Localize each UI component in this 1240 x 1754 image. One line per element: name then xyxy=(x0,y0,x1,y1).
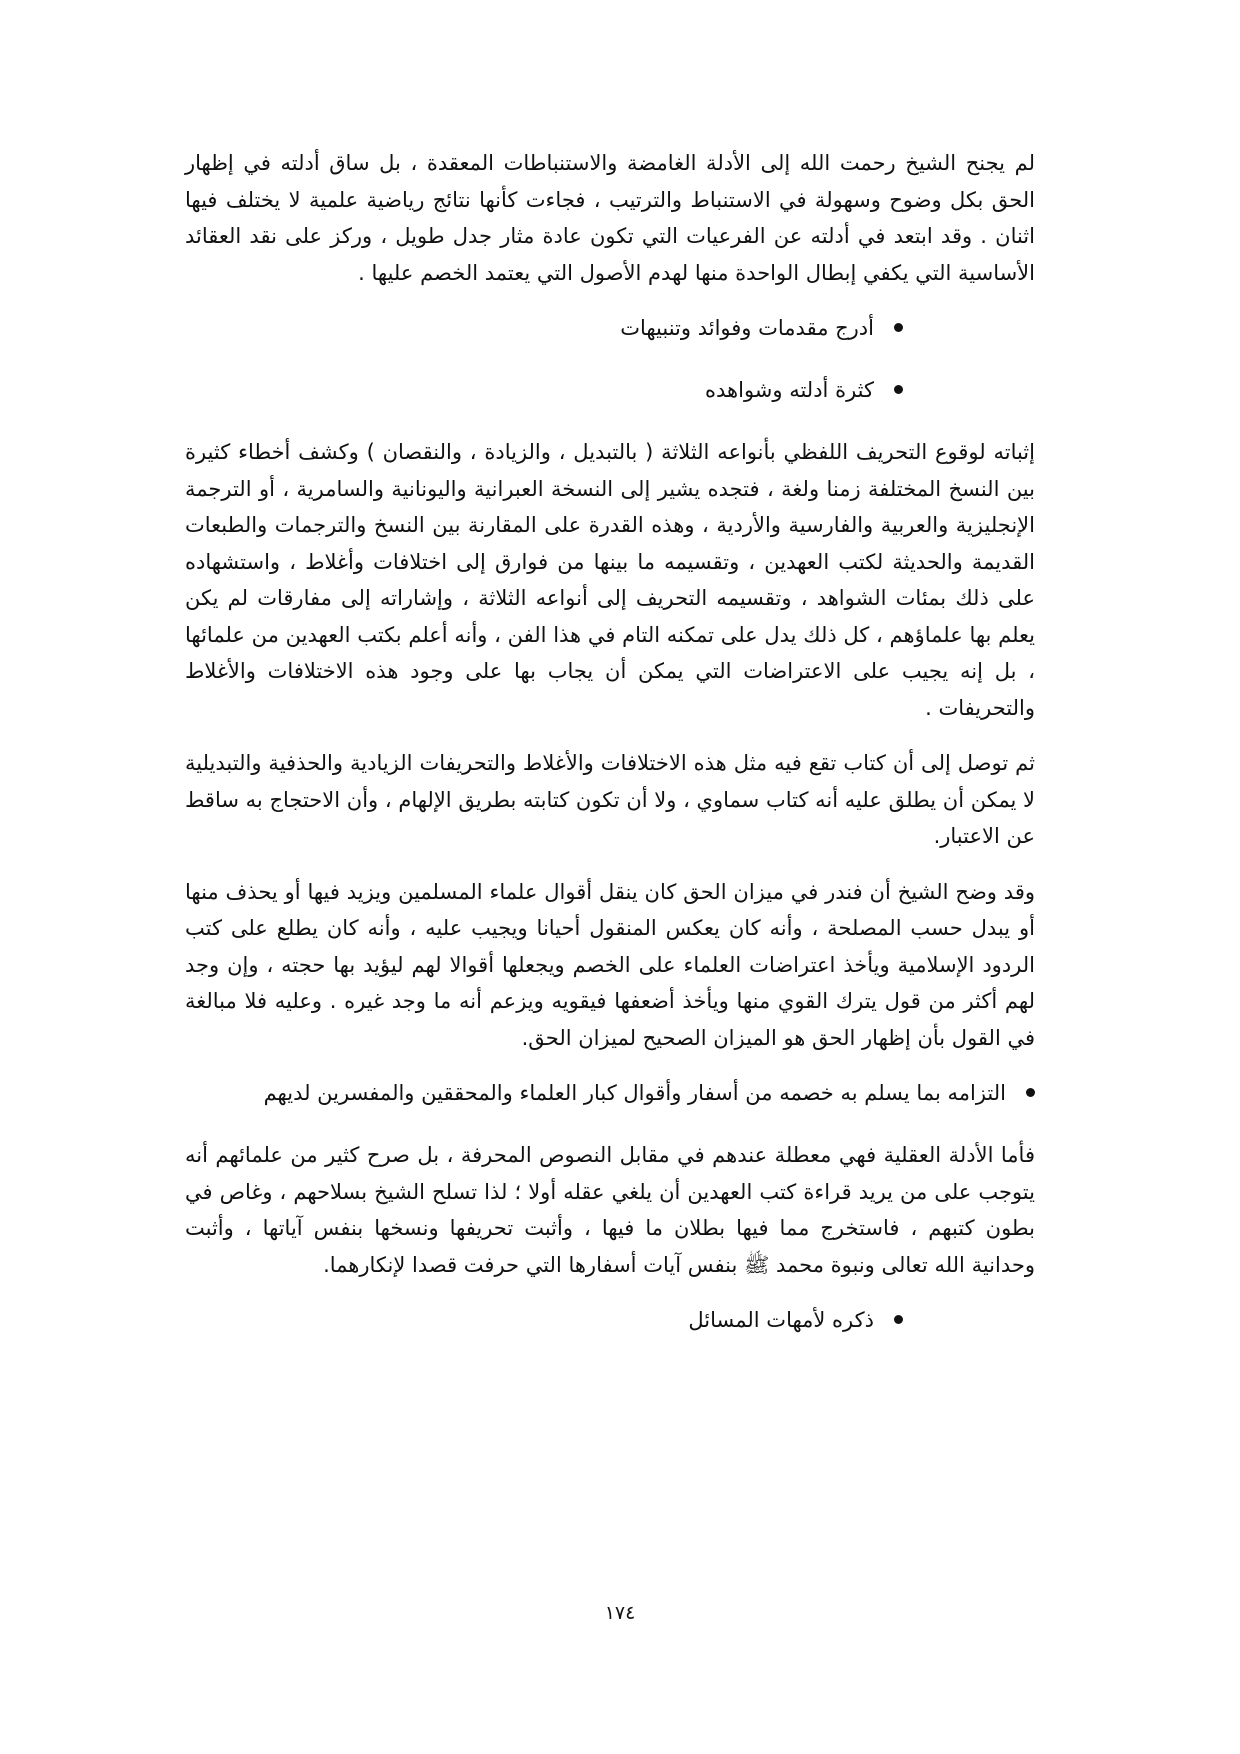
paragraph-pfander: وقد وضح الشيخ أن فندر في ميزان الحق كان ينقل أقوال علماء المسلمين ويزيد فيها أو يحذف منها أو يبدل حسب المصلحة ، وأنه كان يعكس المنقول أحيانا ويجيب عليه ، وأنه كان يطلع على كتب الردود الإسلامية ويأخذ اعتراضات العلماء على الخصم ويجعلها أقوالا لهم ليؤيد بها حجته ، وإن وجد لهم أكثر من قول يترك القوي منها ويأخذ أضعفها فيقويه ويزعم أنه ما وجد غيره . وعليه فلا مبالغة في القول بأن إظهار الحق هو الميزان الصحيح لميزان الحق. xyxy=(185,879,1035,1050)
bullet-item xyxy=(185,1075,1035,1111)
bullet-text: أدرج مقدمات وفوائد وتنبيهات xyxy=(620,316,874,340)
bullet-dot-icon xyxy=(894,1315,903,1324)
bullet-list-2 xyxy=(185,1075,1035,1111)
page-number: ١٧٤ xyxy=(604,1602,636,1624)
bullet-item xyxy=(185,372,903,408)
paragraph-conclusion: ثم توصل إلى أن كتاب تقع فيه مثل هذه الاختلافات والأغلاط والتحريفات الزيادية والحذفية والتبديلية لا يمكن أن يطلق عليه أنه كتاب سماوي ، ولا أن تكون كتابته بطريق الإلهام ، وأن الاحتجاج به ساقط عن الاعتبار. xyxy=(185,751,1035,848)
bullet-text: التزامه بما يسلم به خصمه من أسفار وأقوال كبار العلماء والمحققين والمفسرين لديهم xyxy=(263,1081,1006,1105)
bullet-dot-icon xyxy=(894,385,903,394)
page-content xyxy=(185,145,1035,1364)
bullet-dot-icon xyxy=(1026,1088,1035,1097)
paragraph-intro: لم يجنح الشيخ رحمت الله إلى الأدلة الغامضة والاستنباطات المعقدة ، بل ساق أدلته في إظهار الحق بكل وضوح وسهولة في الاستنباط والترتيب ، فجاءت كأنها نتائج رياضية علمية لا يختلف فيها اثنان . وقد ابتعد في أدلته عن الفرعيات التي تكون عادة مثار جدل طويل ، وركز على نقد العقائد الأساسية التي يكفي إبطال الواحدة منها لهدم الأصول التي يعتمد الخصم عليها . xyxy=(185,151,1035,285)
bullet-text: كثرة أدلته وشواهده xyxy=(705,378,874,402)
bullet-dot-icon xyxy=(894,323,903,332)
paragraph-rational-evidence: فأما الأدلة العقلية فهي معطلة عندهم في مقابل النصوص المحرفة ، بل صرح كثير من علمائهم أنه يتوجب على من يريد قراءة كتب العهدين أن يلغي عقله أولا ؛ لذا تسلح الشيخ بسلاحهم ، وغاص في بطون كتبهم ، فاستخرج مما فيها بطلان ما فيها ، وأثبت تحريفها ونسخها بنفس آياتها ، وأثبت وحدانية الله تعالى ونبوة محمد ﷺ بنفس آيات أسفارها التي حرفت قصدا لإنكارهما. xyxy=(185,1143,1035,1277)
bullet-list-3 xyxy=(185,1302,1035,1338)
bullet-list-1 xyxy=(185,310,1035,408)
paragraph-distortion: إثباته لوقوع التحريف اللفظي بأنواعه الثلاثة ( بالتبديل ، والزيادة ، والنقصان ) وكشف أخطاء كثيرة بين النسخ المختلفة زمنا ولغة ، فتجده يشير إلى النسخة العبرانية واليونانية والسامرية ، أو الترجمة الإنجليزية والعربية والفارسية والأردية ، وهذه القدرة على المقارنة بين النسخ والترجمات والطبعات القديمة والحديثة لكتب العهدين ، وتقسيمه ما بينها من فوارق إلى اختلافات وأغلاط ، واستشهاده على ذلك بمئات الشواهد ، وتقسيمه التحريف إلى أنواعه الثلاثة ، وإشاراته إلى مفارقات لم يكن يعلم بها علماؤهم ، كل ذلك يدل على تمكنه التام في هذا الفن ، وأنه أعلم بكتب العهدين من علمائها ، بل إنه يجيب على الاعتراضات التي يمكن أن يجاب بها على وجود هذه الاختلافات والأغلاط والتحريفات . xyxy=(185,440,1035,720)
bullet-item xyxy=(185,1302,903,1338)
bullet-item xyxy=(185,310,903,346)
bullet-text: ذكره لأمهات المسائل xyxy=(688,1308,874,1332)
